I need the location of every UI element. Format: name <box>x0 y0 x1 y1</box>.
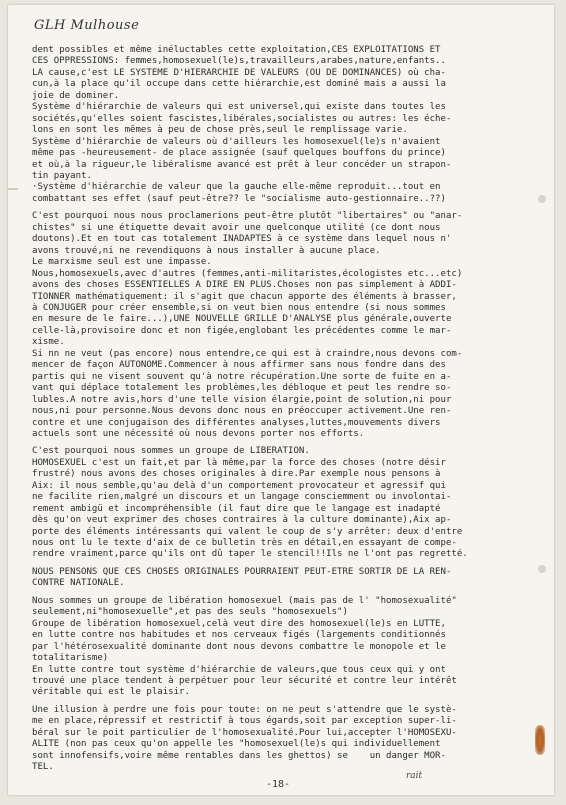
rust-stain <box>535 725 545 755</box>
text-line: C'est pourquoi nous sommes un groupe de LIBERATION. <box>32 446 310 457</box>
paragraph <box>32 211 544 440</box>
text-line: à CONJUGER pour créer ensemble,si on veut bien nous entendre (si nous sommes <box>32 302 446 313</box>
text-line: lubles.A notre avis,hors d'une telle vision élargie,point de solution,ni pour <box>32 394 452 405</box>
text-line: combattant ses effet (sauf peut-être?? le "socialisme auto-gestionnaire..??) <box>32 193 446 204</box>
text-line: Groupe de libération homosexuel,celà veut dire des homosexuel(le)s en LUTTE, <box>32 618 446 629</box>
text-line: Une illusion à perdre une fois pour toute: on ne peut s'attendre que le systè- <box>32 704 457 715</box>
text-line: Le marxisme seul est une impasse. <box>32 257 212 268</box>
text-line: avons trouvé,ni ne revendiquons à nous installer à aucune place. <box>32 245 381 256</box>
text-line: véritable qui est le plaisir. <box>32 687 190 698</box>
text-line: HOMOSEXUEL c'est un fait,et par là même,par la force des choses (notre désir <box>32 457 446 468</box>
text-line: CES OPPRESSIONS: femmes,homosexuel(le)s,travailleurs,arabes,nature,enfants.. <box>32 56 446 67</box>
text-line: vant qui déplace totalement les problèmes,les débloque et peut les rendre so- <box>32 383 452 394</box>
text-line: CONTRE NATIONALE. <box>32 578 125 589</box>
paragraph <box>32 705 544 774</box>
text-line: nous ont lu le texte d'aix de ce bulletin très en détail,en essayant de compe- <box>32 538 457 549</box>
text-line: Système d'hiérarchie de valeurs où d'ailleurs les homosexuel(le)s n'avaient <box>32 136 441 147</box>
text-line: même pas -heureusement- de place assignée (sauf quelques bouffons du prince) <box>32 148 446 159</box>
text-line: totalitarisme) <box>32 653 109 664</box>
text-line: et où,à la rigueur,le libéralisme avancé est prêt à leur concéder un strapon- <box>32 159 452 170</box>
page-number: -18- <box>266 779 291 790</box>
text-line: Si nn ne veut (pas encore) nous entendre,ce qui est à craindre,nous devons com- <box>32 348 463 359</box>
text-line: lons en sont les mêmes à peu de chose près,seul le remplissage varie. <box>32 125 408 136</box>
text-line: tin payant. <box>32 170 92 181</box>
text-line: chistes" si une étiquette devait avoir une quelconque utilité (ce dont nous <box>32 222 441 233</box>
text-line: en lutte contre nos habitudes et nos cerveaux figés (largements conditionnés <box>32 630 446 641</box>
text-line: par l'hétérosexualité dominante dont nous devons combattre le monopole et le <box>32 641 446 652</box>
text-line: trouvé une place tendent à perpétuer pour leur sécurité et contre leur intérêt <box>32 676 457 687</box>
body-text <box>32 45 544 780</box>
text-line: avons des choses ESSENTIELLES A DIRE EN PLUS.Choses non pas simplement à ADDI- <box>32 280 457 291</box>
fold-mark <box>8 188 18 190</box>
text-line: ·Système d'hiérarchie de valeur que la gauche elle-même reproduit...tout en <box>32 182 441 193</box>
paragraph <box>32 45 544 205</box>
handwritten-title: GLH Mulhouse <box>34 18 140 33</box>
text-line: xisme. <box>32 337 65 348</box>
text-line: me en place,répressif et restrictif à tous égards,soit par exception super-li- <box>32 716 457 727</box>
text-line: LA cause,c'est LE SYSTEME D'HIERARCHIE DE VALEURS (OU DE DOMINANCES) où cha- <box>32 67 446 78</box>
text-line: Système d'hiérarchie de valeurs qui est universel,qui existe dans toutes les <box>32 102 446 113</box>
text-line: rement ambigü et incompréhensible (il faut dire que le langage est inadapté <box>32 503 441 514</box>
text-line: Nous sommes un groupe de libération homosexuel (mais pas de l' "homosexualité" <box>32 595 457 606</box>
document-page <box>8 5 554 795</box>
text-line: celle-là,provisoire donc et non figée,englobant les précédentes comme le mar- <box>32 325 452 336</box>
paragraph <box>32 567 544 590</box>
text-line: ALITE (non pas ceux qu'on appelle les "homosexuel(le)s qui individuellement <box>32 739 441 750</box>
text-line: sont innofensifs,voire même rentables dans les ghettos) se un danger MOR- <box>32 750 446 761</box>
text-line: doutons).Et en tout cas totalement INADAPTES à ce système dans lequel nous n' <box>32 234 452 245</box>
text-line: porte des éléments intéressants qui valent le coup de s'y arrêter: deux d'entre <box>32 526 463 537</box>
text-line: TIONNER mathématiquement: il s'agit que chacun apporte des éléments à brasser, <box>32 291 457 302</box>
handwritten-note: rait <box>406 771 423 781</box>
text-line: dent possibles et même inéluctables cette exploitation,CES EXPLOITATIONS ET <box>32 45 441 55</box>
text-line: en mesure de le faire...),UNE NOUVELLE GRILLE D'ANALYSE plus générale,ouverte <box>32 314 452 325</box>
text-line: En lutte contre tout système d'hiérarchie de valeurs,que tous ceux qui y ont <box>32 664 446 675</box>
text-line: TEL. <box>32 762 54 773</box>
paragraph <box>32 596 544 699</box>
text-line: ne facilite rien,malgré un discours et un langage consciemment ou involontai- <box>32 492 452 503</box>
text-line: mencer de façon AUTONOME.Commencer à nous affirmer sans nous fondre dans des <box>32 360 446 371</box>
text-line: béral sur le poit particulier de l'homosexualité.Pour lui,accepter l'HOMOSEXU- <box>32 727 457 738</box>
text-line: nous,ni pour personne.Nous devons donc nous en préoccuper activement.Une ren- <box>32 406 452 417</box>
paragraph <box>32 446 544 561</box>
text-line: partis qui ne visent souvent qu'à notre récupération.Une sorte de fuite en a- <box>32 371 452 382</box>
text-line: sociétés,qu'elles soient fascistes,libérales,socialistes ou autres: les éche- <box>32 113 452 124</box>
text-line: rendre vraiment,parce qu'ils ont dû taper le stencil!!Ils ne l'ont pas regretté. <box>32 549 468 560</box>
text-line: C'est pourquoi nous nous proclamerions peut-être plutôt "libertaires" ou "anar- <box>32 211 463 222</box>
text-line: frustré) nous avons des choses originales à dire.Par exemple nous pensons à <box>32 469 441 480</box>
text-line: actuels sont une nécessité où nous devons porter nos efforts. <box>32 428 365 439</box>
text-line: seulement,ni"homosexuelle",et pas des seuls "homosexuels") <box>32 607 348 618</box>
text-line: contre et une conjugaison des différentes analyses,luttes,mouvements divers <box>32 417 441 428</box>
text-line: Nous,homosexuels,avec d'autres (femmes,anti-militaristes,écologistes etc...etc) <box>32 268 463 279</box>
text-line: dès qu'on veut exprimer des choses contraires à la culture dominante),Aix ap- <box>32 515 452 526</box>
text-line: NOUS PENSONS QUE CES CHOSES ORIGINALES POURRAIENT PEUT-ETRE SORTIR DE LA REN- <box>32 566 452 577</box>
text-line: Aix: il nous semble,qu'au delà d'un comportement provocateur et agressif qui <box>32 480 446 491</box>
text-line: joie de dominer. <box>32 90 120 101</box>
text-line: cun,à la place qu'il occupe dans cette hiérarchie,est dominé mais a aussi la <box>32 79 446 90</box>
